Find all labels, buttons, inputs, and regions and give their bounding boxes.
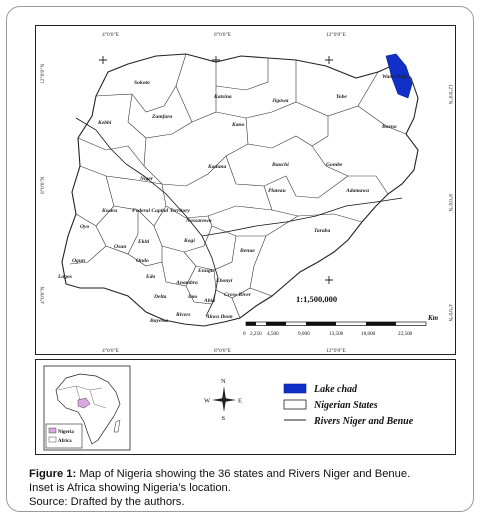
coord-bottom-2: 8°0'0"E: [214, 348, 232, 354]
scale-tick-labels: [243, 331, 413, 337]
inset-legend-box: [46, 424, 82, 448]
label-plateau: Plateau: [268, 188, 286, 194]
inset-legend-africa: Africa: [58, 439, 72, 444]
figure-caption: [29, 467, 469, 509]
compass-s: S: [221, 415, 226, 422]
nigeria-map: [35, 25, 456, 355]
caption-line-3: Source: Drafted by the authors.: [29, 496, 185, 508]
label-sokoto: Sokoto: [134, 80, 150, 86]
scale-tick-2: 4,500: [267, 331, 279, 337]
label-bauchi: Bauchi: [272, 162, 289, 168]
caption-text: Map of Nigeria showing the 36 states and Rivers Niger and Benue.: [76, 468, 411, 480]
figure-frame: [6, 6, 474, 512]
inset-legend-africa-swatch: [49, 437, 56, 442]
coord-right-3: 4°0'0"N: [447, 304, 453, 322]
coord-left-2: 8°0'0"N: [40, 176, 46, 194]
coord-top-1: 4°0'0"E: [102, 32, 120, 38]
label-ogun: Ogun: [72, 258, 86, 264]
label-oyo: Oyo: [80, 224, 90, 230]
label-lagos: Lagos: [58, 274, 72, 280]
inset-legend-nigeria: Nigeria: [58, 430, 74, 435]
scale-tick-6: 22,500: [398, 331, 413, 337]
legend-rivers: Rivers Niger and Benue: [314, 416, 414, 427]
compass-rose: [204, 378, 242, 422]
coord-top-2: 8°0'0"E: [214, 32, 232, 38]
label-gombe: Gombe: [326, 162, 343, 168]
label-taraba: Taraba: [314, 228, 331, 234]
compass-e: E: [238, 397, 242, 405]
label-water-body: Water body: [382, 74, 408, 80]
label-osun: Osun: [114, 244, 127, 250]
scale-tick-1: 2,250: [250, 331, 262, 337]
compass-n: N: [221, 378, 226, 385]
legend-nigerian-states: Nigerian States: [314, 400, 378, 411]
coord-bottom-1: 4°0'0"E: [102, 348, 120, 354]
coord-left-3: 4°0'0"N: [40, 286, 46, 304]
label-fct: Federal Capital Territory: [132, 208, 190, 214]
scale-tick-5: 18,000: [361, 331, 376, 337]
compass-w: W: [204, 397, 211, 405]
label-kano: Kano: [232, 122, 245, 128]
scale-ratio: 1:1,500,000: [296, 294, 338, 304]
label-edo: Edo: [146, 274, 156, 280]
label-abia: Abia: [204, 298, 215, 304]
coord-right-2: 8°0'0"N: [447, 194, 453, 212]
label-ondo: Ondo: [136, 258, 149, 264]
map-svg: [36, 26, 457, 356]
label-zamfara: Zamfara: [152, 114, 173, 120]
label-kaduna: Kaduna: [208, 164, 227, 170]
scale-unit: Km: [428, 314, 439, 322]
label-kogi: Kogi: [184, 238, 195, 244]
label-imo: Imo: [188, 294, 198, 300]
label-kwara: Kwara: [102, 208, 118, 214]
label-anambra: Anambra: [176, 280, 198, 286]
label-niger: Niger: [140, 176, 154, 182]
scale-bar: [246, 322, 426, 326]
legend-lake-chad: Lake chad: [314, 384, 358, 395]
label-adamawa: Adamawa: [346, 188, 370, 194]
label-benue: Benue: [240, 248, 255, 254]
legend-states-swatch: [284, 400, 306, 409]
label-rivers: Rivers: [176, 312, 191, 318]
coord-right-1: 12°0'0"N: [447, 84, 453, 105]
label-ekiti: Ekiti: [138, 239, 150, 245]
caption-label: Figure 1:: [29, 468, 77, 480]
coord-top-3: 12°0'0"E: [326, 32, 346, 38]
legend-svg: [36, 360, 457, 456]
legend-lake-swatch: [284, 384, 306, 393]
label-akwa-ibom: Akwa Ibom: [206, 314, 233, 320]
label-borno: Borno: [382, 124, 397, 130]
scale-tick-3: 9,000: [298, 331, 310, 337]
coord-left-1: 12°0'0"N: [40, 63, 46, 84]
label-delta: Delta: [154, 294, 167, 300]
label-jigawa: Jigawa: [272, 98, 289, 104]
label-cross-river: Cross River: [224, 292, 251, 298]
label-ebonyi: Ebonyi: [216, 278, 233, 284]
scale-tick-0: 0: [243, 331, 246, 337]
label-enugu: Enugu: [198, 268, 214, 274]
inset-legend-nigeria-swatch: [49, 428, 56, 433]
scale-tick-4: 13,500: [329, 331, 344, 337]
label-nassarawa: Nassarawa: [186, 218, 212, 224]
coord-bottom-3: 12°0'0"E: [326, 348, 346, 354]
label-katsina: Katsina: [214, 94, 232, 100]
legend-panel: [35, 359, 456, 455]
label-bayelsa: Bayelsa: [150, 318, 169, 324]
label-yobe: Yobe: [336, 94, 347, 100]
caption-line-2: Inset is Africa showing Nigeria’s location.: [29, 482, 231, 494]
label-kebbi: Kebbi: [98, 120, 112, 126]
caption-line-1: [29, 467, 469, 481]
